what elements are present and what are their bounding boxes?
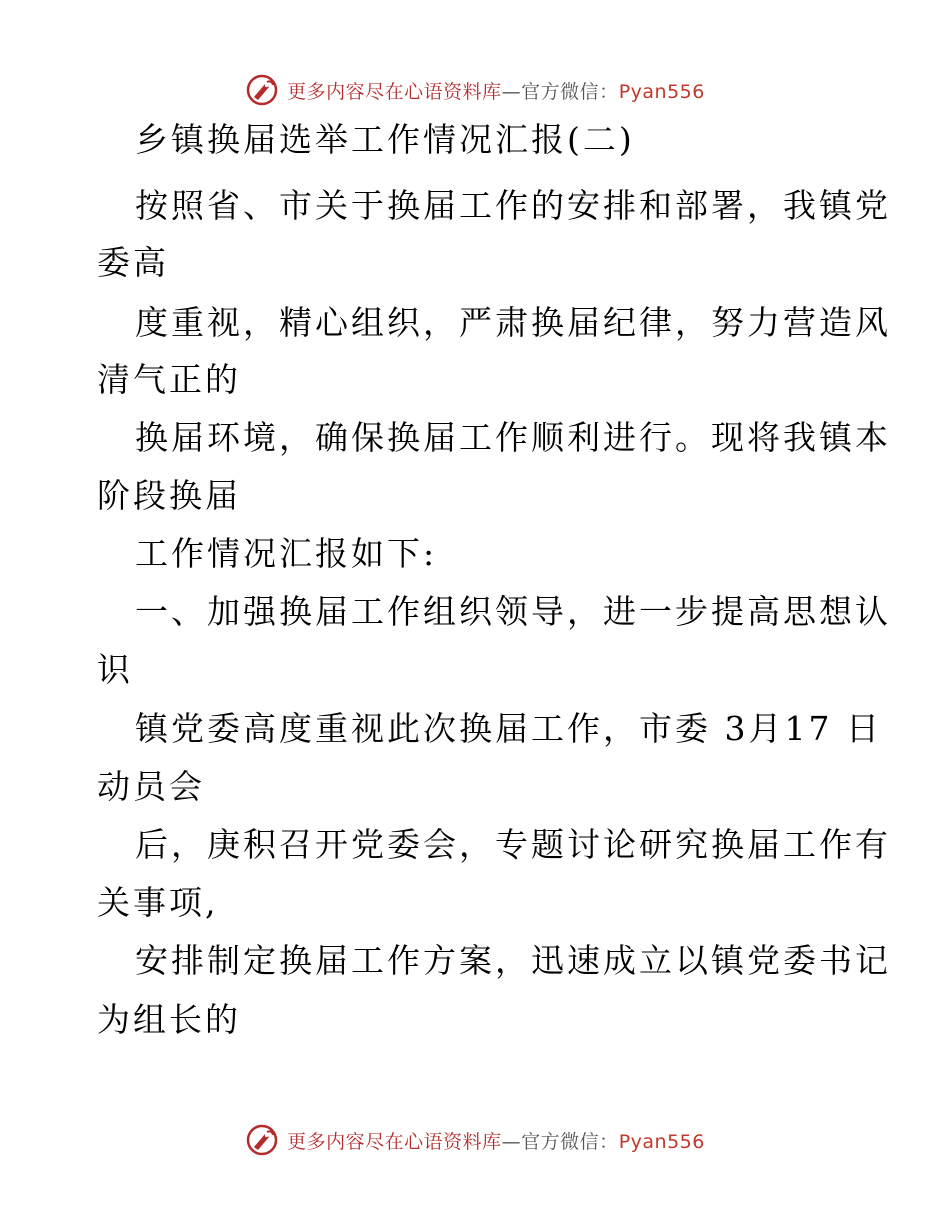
watermark-text [287,1127,705,1154]
watermark-separator: — [501,1130,522,1153]
paragraph-line: 阶段换届 [97,476,241,515]
watermark-contact-id: Pyan556 [618,80,705,103]
watermark-main-text: 更多内容尽在心语资料库 [287,80,502,103]
paragraph-line: 安排制定换届工作方案，迅速成立以镇党委书记 [135,941,891,980]
paragraph-line: 识 [97,650,133,689]
paragraph-line: 工作情况汇报如下: [135,534,438,573]
paragraph-line: 委高 [97,243,169,282]
paragraph-line: 按照省、市关于换届工作的安排和部署，我镇党 [135,186,891,225]
document-title: 乡镇换届选举工作情况汇报(二) [135,120,635,159]
paragraph-line: 清气正的 [97,360,241,399]
paragraph-line: 换届环境，确保换届工作顺利进行。现将我镇本 [135,418,891,457]
paragraph-line: 后，庚积召开党委会，专题讨论研究换届工作有 [135,825,891,864]
section-heading: 一、加强换届工作组织领导，进一步提高思想认 [135,592,891,631]
watermark-separator: — [501,80,522,103]
paragraph-line: 镇党委高度重视此次换届工作，市委 3月17 日 [135,709,882,748]
paragraph-line: 关事项, [97,883,219,922]
watermark-text [287,77,705,104]
watermark-contact-id: Pyan556 [618,1130,705,1153]
paragraph-line: 为组长的 [97,1000,241,1039]
watermark-contact-prefix: 官方微信： [521,80,619,103]
footer-watermark [0,1120,950,1160]
pen-nib-circle-icon [245,1123,279,1157]
pen-nib-circle-icon [245,73,279,107]
paragraph-line: 度重视，精心组织，严肃换届纪律，努力营造风 [135,303,891,342]
watermark-contact-prefix: 官方微信： [521,1130,619,1153]
header-watermark [0,70,950,110]
paragraph-line: 动员会 [97,767,205,806]
watermark-main-text: 更多内容尽在心语资料库 [287,1130,502,1153]
